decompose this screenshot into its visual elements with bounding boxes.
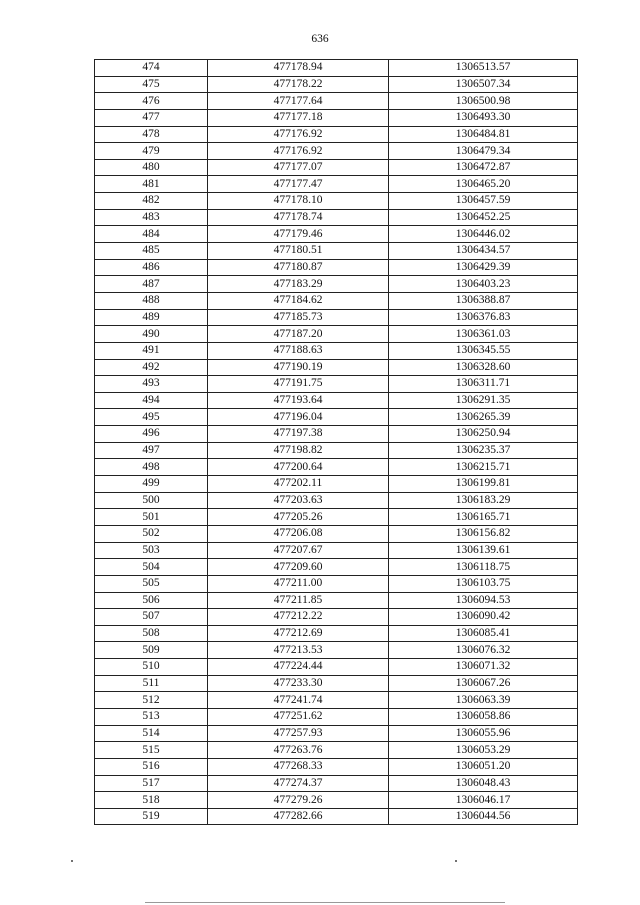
- y-coordinate-cell: 1306094.53: [389, 592, 578, 609]
- table-row: [95, 126, 578, 143]
- y-coordinate-cell: 1306500.98: [389, 93, 578, 110]
- x-coordinate-cell: 477206.08: [208, 525, 389, 542]
- x-coordinate-cell: 477202.11: [208, 476, 389, 493]
- table-row: [95, 309, 578, 326]
- point-number-cell: 493: [95, 376, 208, 393]
- x-coordinate-cell: 477211.00: [208, 575, 389, 592]
- y-coordinate-cell: 1306465.20: [389, 176, 578, 193]
- y-coordinate-cell: 1306103.75: [389, 575, 578, 592]
- table-row: [95, 76, 578, 93]
- x-coordinate-cell: 477185.73: [208, 309, 389, 326]
- point-number-cell: 512: [95, 692, 208, 709]
- table-row: [95, 292, 578, 309]
- x-coordinate-cell: 477282.66: [208, 808, 389, 825]
- table-row: [95, 392, 578, 409]
- point-number-cell: 487: [95, 276, 208, 293]
- y-coordinate-cell: 1306345.55: [389, 342, 578, 359]
- y-coordinate-cell: 1306235.37: [389, 442, 578, 459]
- y-coordinate-cell: 1306165.71: [389, 509, 578, 526]
- y-coordinate-cell: 1306429.39: [389, 259, 578, 276]
- point-number-cell: 480: [95, 159, 208, 176]
- table-row: [95, 243, 578, 260]
- x-coordinate-cell: 477197.38: [208, 426, 389, 443]
- table-row: [95, 708, 578, 725]
- table-row: [95, 725, 578, 742]
- table-row: [95, 442, 578, 459]
- point-number-cell: 478: [95, 126, 208, 143]
- table-row: [95, 742, 578, 759]
- table-row: [95, 326, 578, 343]
- point-number-cell: 513: [95, 708, 208, 725]
- y-coordinate-cell: 1306311.71: [389, 376, 578, 393]
- point-number-cell: 511: [95, 675, 208, 692]
- x-coordinate-cell: 477205.26: [208, 509, 389, 526]
- y-coordinate-cell: 1306479.34: [389, 143, 578, 160]
- table-row: [95, 609, 578, 626]
- page-edge-line: [145, 902, 505, 903]
- table-row: [95, 525, 578, 542]
- point-number-cell: 497: [95, 442, 208, 459]
- table-row: [95, 575, 578, 592]
- y-coordinate-cell: 1306446.02: [389, 226, 578, 243]
- table-row: [95, 93, 578, 110]
- y-coordinate-cell: 1306388.87: [389, 292, 578, 309]
- table-row: [95, 542, 578, 559]
- table-row: [95, 492, 578, 509]
- point-number-cell: 474: [95, 60, 208, 77]
- y-coordinate-cell: 1306071.32: [389, 659, 578, 676]
- table-row: [95, 592, 578, 609]
- x-coordinate-cell: 477187.20: [208, 326, 389, 343]
- x-coordinate-cell: 477190.19: [208, 359, 389, 376]
- table-row: [95, 426, 578, 443]
- y-coordinate-cell: 1306472.87: [389, 159, 578, 176]
- point-number-cell: 499: [95, 476, 208, 493]
- table-row: [95, 143, 578, 160]
- y-coordinate-cell: 1306139.61: [389, 542, 578, 559]
- x-coordinate-cell: 477177.07: [208, 159, 389, 176]
- point-number-cell: 518: [95, 792, 208, 809]
- point-number-cell: 510: [95, 659, 208, 676]
- point-number-cell: 515: [95, 742, 208, 759]
- point-number-cell: 519: [95, 808, 208, 825]
- point-number-cell: 517: [95, 775, 208, 792]
- table-row: [95, 359, 578, 376]
- point-number-cell: 496: [95, 426, 208, 443]
- y-coordinate-cell: 1306085.41: [389, 625, 578, 642]
- y-coordinate-cell: 1306156.82: [389, 525, 578, 542]
- point-number-cell: 486: [95, 259, 208, 276]
- point-number-cell: 516: [95, 758, 208, 775]
- table-row: [95, 692, 578, 709]
- y-coordinate-cell: 1306507.34: [389, 76, 578, 93]
- x-coordinate-cell: 477263.76: [208, 742, 389, 759]
- point-number-cell: 476: [95, 93, 208, 110]
- y-coordinate-cell: 1306063.39: [389, 692, 578, 709]
- y-coordinate-cell: 1306291.35: [389, 392, 578, 409]
- y-coordinate-cell: 1306199.81: [389, 476, 578, 493]
- point-number-cell: 504: [95, 559, 208, 576]
- x-coordinate-cell: 477180.87: [208, 259, 389, 276]
- point-number-cell: 501: [95, 509, 208, 526]
- table-row: [95, 276, 578, 293]
- table-row: [95, 60, 578, 77]
- x-coordinate-cell: 477177.47: [208, 176, 389, 193]
- x-coordinate-cell: 477207.67: [208, 542, 389, 559]
- table-row: [95, 559, 578, 576]
- x-coordinate-cell: 477177.18: [208, 109, 389, 126]
- x-coordinate-cell: 477179.46: [208, 226, 389, 243]
- x-coordinate-cell: 477176.92: [208, 126, 389, 143]
- point-number-cell: 495: [95, 409, 208, 426]
- x-coordinate-cell: 477209.60: [208, 559, 389, 576]
- x-coordinate-cell: 477180.51: [208, 243, 389, 260]
- coordinates-table-body: [95, 60, 578, 825]
- y-coordinate-cell: 1306058.86: [389, 708, 578, 725]
- x-coordinate-cell: 477213.53: [208, 642, 389, 659]
- table-row: [95, 509, 578, 526]
- x-coordinate-cell: 477188.63: [208, 342, 389, 359]
- y-coordinate-cell: 1306376.83: [389, 309, 578, 326]
- y-coordinate-cell: 1306457.59: [389, 193, 578, 210]
- point-number-cell: 502: [95, 525, 208, 542]
- x-coordinate-cell: 477212.22: [208, 609, 389, 626]
- table-row: [95, 259, 578, 276]
- x-coordinate-cell: 477257.93: [208, 725, 389, 742]
- point-number-cell: 485: [95, 243, 208, 260]
- coordinates-table: [94, 59, 578, 825]
- table-row: [95, 808, 578, 825]
- point-number-cell: 484: [95, 226, 208, 243]
- y-coordinate-cell: 1306215.71: [389, 459, 578, 476]
- y-coordinate-cell: 1306046.17: [389, 792, 578, 809]
- table-row: [95, 675, 578, 692]
- point-number-cell: 479: [95, 143, 208, 160]
- y-coordinate-cell: 1306055.96: [389, 725, 578, 742]
- x-coordinate-cell: 477183.29: [208, 276, 389, 293]
- scan-speck: [71, 860, 73, 862]
- y-coordinate-cell: 1306118.75: [389, 559, 578, 576]
- table-row: [95, 758, 578, 775]
- y-coordinate-cell: 1306361.03: [389, 326, 578, 343]
- y-coordinate-cell: 1306250.94: [389, 426, 578, 443]
- point-number-cell: 482: [95, 193, 208, 210]
- point-number-cell: 492: [95, 359, 208, 376]
- y-coordinate-cell: 1306183.29: [389, 492, 578, 509]
- x-coordinate-cell: 477198.82: [208, 442, 389, 459]
- table-row: [95, 342, 578, 359]
- x-coordinate-cell: 477176.92: [208, 143, 389, 160]
- x-coordinate-cell: 477279.26: [208, 792, 389, 809]
- x-coordinate-cell: 477200.64: [208, 459, 389, 476]
- y-coordinate-cell: 1306053.29: [389, 742, 578, 759]
- y-coordinate-cell: 1306403.23: [389, 276, 578, 293]
- y-coordinate-cell: 1306484.81: [389, 126, 578, 143]
- y-coordinate-cell: 1306493.30: [389, 109, 578, 126]
- table-row: [95, 109, 578, 126]
- point-number-cell: 488: [95, 292, 208, 309]
- y-coordinate-cell: 1306328.60: [389, 359, 578, 376]
- point-number-cell: 494: [95, 392, 208, 409]
- x-coordinate-cell: 477211.85: [208, 592, 389, 609]
- y-coordinate-cell: 1306452.25: [389, 209, 578, 226]
- point-number-cell: 500: [95, 492, 208, 509]
- y-coordinate-cell: 1306076.32: [389, 642, 578, 659]
- point-number-cell: 508: [95, 625, 208, 642]
- y-coordinate-cell: 1306044.56: [389, 808, 578, 825]
- y-coordinate-cell: 1306513.57: [389, 60, 578, 77]
- point-number-cell: 489: [95, 309, 208, 326]
- table-row: [95, 642, 578, 659]
- table-row: [95, 476, 578, 493]
- x-coordinate-cell: 477241.74: [208, 692, 389, 709]
- x-coordinate-cell: 477268.33: [208, 758, 389, 775]
- y-coordinate-cell: 1306067.26: [389, 675, 578, 692]
- table-row: [95, 775, 578, 792]
- point-number-cell: 506: [95, 592, 208, 609]
- point-number-cell: 514: [95, 725, 208, 742]
- y-coordinate-cell: 1306048.43: [389, 775, 578, 792]
- x-coordinate-cell: 477178.22: [208, 76, 389, 93]
- x-coordinate-cell: 477184.62: [208, 292, 389, 309]
- table-row: [95, 409, 578, 426]
- x-coordinate-cell: 477274.37: [208, 775, 389, 792]
- y-coordinate-cell: 1306434.57: [389, 243, 578, 260]
- table-row: [95, 459, 578, 476]
- x-coordinate-cell: 477224.44: [208, 659, 389, 676]
- point-number-cell: 477: [95, 109, 208, 126]
- point-number-cell: 475: [95, 76, 208, 93]
- point-number-cell: 483: [95, 209, 208, 226]
- y-coordinate-cell: 1306051.20: [389, 758, 578, 775]
- y-coordinate-cell: 1306090.42: [389, 609, 578, 626]
- y-coordinate-cell: 1306265.39: [389, 409, 578, 426]
- x-coordinate-cell: 477193.64: [208, 392, 389, 409]
- x-coordinate-cell: 477251.62: [208, 708, 389, 725]
- point-number-cell: 505: [95, 575, 208, 592]
- point-number-cell: 491: [95, 342, 208, 359]
- table-row: [95, 209, 578, 226]
- table-row: [95, 792, 578, 809]
- x-coordinate-cell: 477233.30: [208, 675, 389, 692]
- x-coordinate-cell: 477212.69: [208, 625, 389, 642]
- point-number-cell: 490: [95, 326, 208, 343]
- x-coordinate-cell: 477178.74: [208, 209, 389, 226]
- x-coordinate-cell: 477196.04: [208, 409, 389, 426]
- point-number-cell: 498: [95, 459, 208, 476]
- table-row: [95, 193, 578, 210]
- table-row: [95, 625, 578, 642]
- x-coordinate-cell: 477178.10: [208, 193, 389, 210]
- scan-speck: [455, 860, 457, 862]
- table-row: [95, 226, 578, 243]
- point-number-cell: 507: [95, 609, 208, 626]
- x-coordinate-cell: 477203.63: [208, 492, 389, 509]
- table-row: [95, 176, 578, 193]
- point-number-cell: 503: [95, 542, 208, 559]
- table-row: [95, 659, 578, 676]
- page-number: 636: [311, 33, 329, 45]
- x-coordinate-cell: 477191.75: [208, 376, 389, 393]
- table-row: [95, 376, 578, 393]
- x-coordinate-cell: 477177.64: [208, 93, 389, 110]
- x-coordinate-cell: 477178.94: [208, 60, 389, 77]
- table-row: [95, 159, 578, 176]
- point-number-cell: 481: [95, 176, 208, 193]
- point-number-cell: 509: [95, 642, 208, 659]
